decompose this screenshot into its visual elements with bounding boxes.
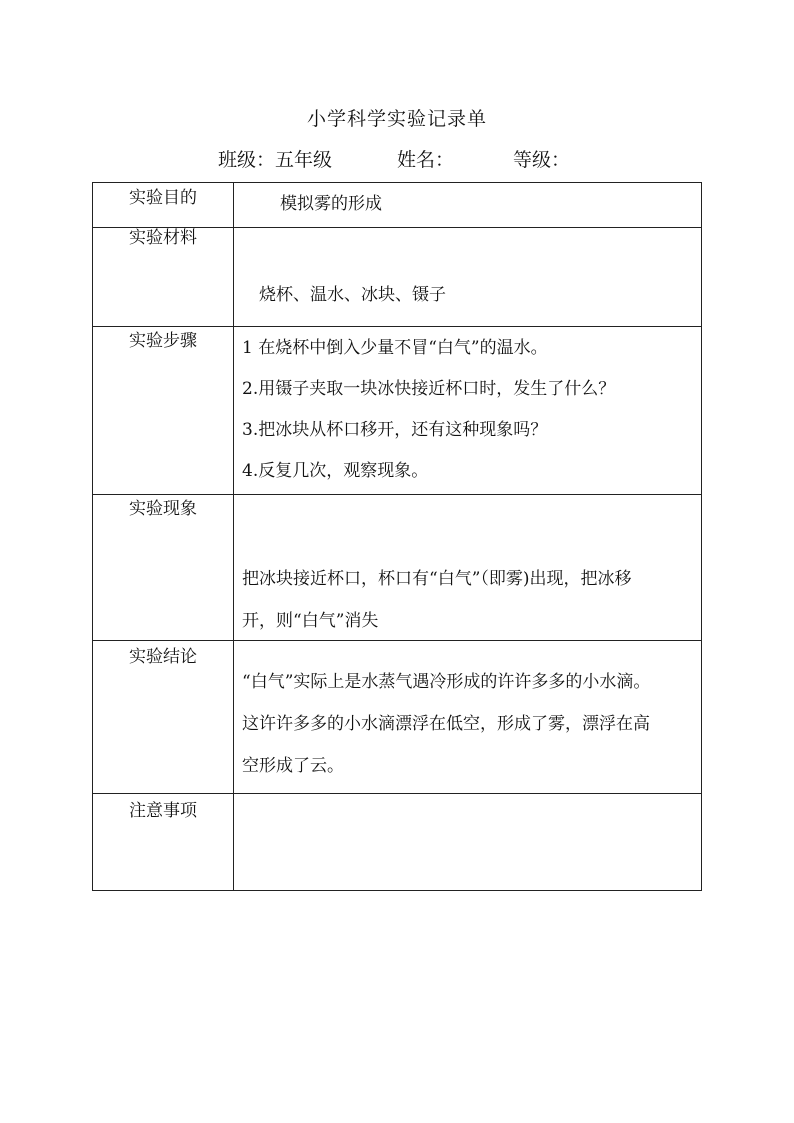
purpose-text: 模拟雾的形成 bbox=[280, 194, 382, 214]
materials-label-text: 实验材料 bbox=[129, 228, 197, 248]
record-table bbox=[92, 182, 702, 891]
row-content-steps bbox=[234, 327, 702, 495]
step-line: 3.把冰块从杯口移开，还有这种现象吗？ bbox=[242, 420, 548, 440]
conclusion-line: 这许许多多的小水滴漂浮在低空，形成了雾，漂浮在高 bbox=[242, 714, 650, 734]
table-row-steps bbox=[93, 327, 702, 495]
row-label-notes bbox=[93, 794, 234, 891]
row-content-purpose bbox=[234, 183, 702, 228]
steps-label-text: 实验步骤 bbox=[129, 331, 197, 351]
header-meta bbox=[0, 145, 794, 171]
step-line: 1 在烧杯中倒入少量不冒“白气”的温水。 bbox=[242, 338, 548, 358]
phenomenon-line: 开，则“白气”消失 bbox=[242, 611, 379, 631]
row-content-notes bbox=[234, 794, 702, 891]
row-label-phenomenon bbox=[93, 495, 234, 641]
name-field: 姓名： bbox=[397, 149, 455, 171]
row-content-conclusion bbox=[234, 641, 702, 794]
phenomenon-line: 把冰块接近杯口，杯口有“白气”（即雾)出现，把冰移 bbox=[242, 569, 632, 589]
conclusion-label-text: 实验结论 bbox=[129, 647, 197, 667]
conclusion-line: 空形成了云。 bbox=[242, 756, 344, 776]
row-label-purpose: 实验目的 bbox=[93, 183, 234, 228]
materials-text: 烧杯、温水、冰块、镊子 bbox=[259, 285, 446, 305]
phenomenon-label-text: 实验现象 bbox=[129, 499, 197, 519]
conclusion-line: “白气”实际上是水蒸气遇冷形成的许许多多的小水滴。 bbox=[242, 672, 651, 692]
row-label-conclusion bbox=[93, 641, 234, 794]
row-label-materials bbox=[93, 228, 234, 327]
page-title: 小学科学实验记录单 bbox=[306, 108, 487, 130]
row-content-materials bbox=[234, 228, 702, 327]
row-content-phenomenon bbox=[234, 495, 702, 641]
class-field: 班级：五年级 bbox=[218, 149, 333, 171]
table-row-purpose bbox=[93, 183, 702, 228]
step-line: 2.用镊子夹取一块冰快接近杯口时，发生了什么？ bbox=[242, 379, 616, 399]
step-line: 4.反复几次，观察现象。 bbox=[242, 461, 429, 481]
notes-label-text: 注意事项 bbox=[129, 801, 197, 821]
row-label-steps bbox=[93, 327, 234, 495]
table-row-materials bbox=[93, 228, 702, 327]
table-row-notes bbox=[93, 794, 702, 891]
table-row-conclusion bbox=[93, 641, 702, 794]
table-row-phenomenon bbox=[93, 495, 702, 641]
grade-field: 等级： bbox=[513, 149, 571, 171]
